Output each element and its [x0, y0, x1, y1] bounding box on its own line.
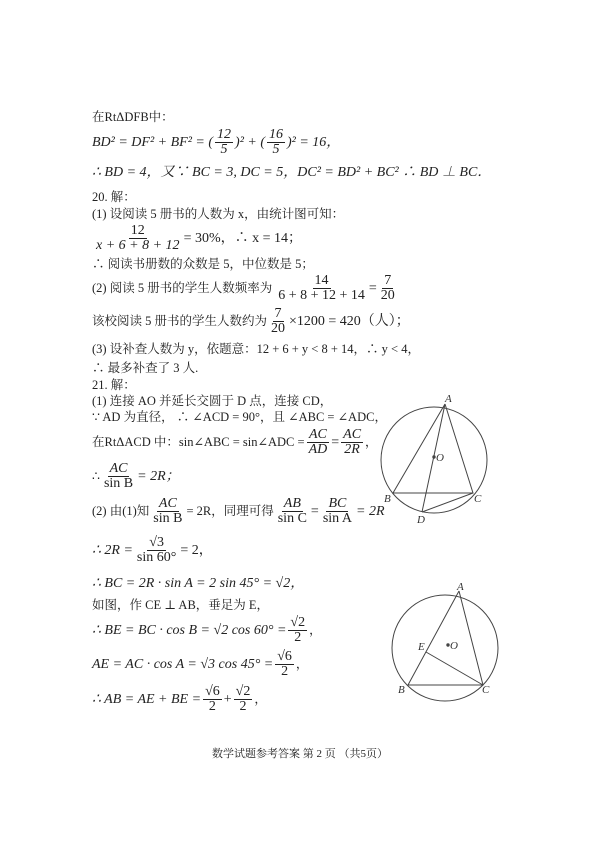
eq-text: + — [223, 692, 232, 707]
page-footer: 数学试题参考答案 第 2 页 （共5页） — [212, 748, 388, 760]
question-20-heading: 20. 解： — [92, 190, 136, 204]
numerator: 7 — [384, 273, 392, 288]
denominator: sin A — [322, 511, 353, 526]
circle-figure-1 — [372, 390, 502, 530]
circle-figure-2 — [380, 580, 510, 710]
center-point — [447, 644, 449, 646]
denominator: 20 — [380, 288, 395, 303]
eq-text: BD² = DF² + BF² = ( — [92, 135, 214, 150]
eq-text: = — [331, 435, 340, 450]
numerator: AC — [158, 496, 177, 511]
fraction — [135, 536, 178, 565]
label-o: O — [450, 640, 458, 652]
label-d: D — [417, 514, 425, 526]
equation-line — [92, 462, 180, 491]
numerator: 7 — [274, 306, 282, 321]
eq-text: 在RtΔACD 中：sin∠ABC = sin∠ADC = — [92, 435, 305, 449]
eq-text: = 30%，∴ x = 14； — [183, 231, 303, 246]
equation-line — [92, 536, 213, 565]
numerator: AC — [308, 427, 327, 442]
numerator: AB — [283, 496, 301, 511]
altitude-ce — [426, 652, 483, 685]
equation-line — [92, 428, 378, 457]
numerator: 12 — [217, 127, 232, 142]
equation-line — [92, 307, 410, 336]
numerator: √6 — [277, 649, 292, 664]
eq-text: )² + ( — [235, 135, 265, 150]
eq-text: 该校阅读 5 册书的学生人数约为 — [92, 314, 268, 328]
eq-text: (2) 阅读 5 册书的学生人数频率为 — [92, 281, 273, 295]
text-line: ∴ BC = 2R · sin A = 2 sin 45° = √2， — [92, 576, 305, 591]
text-line: ∵ AD 为直径， ∴ ∠ACD = 90°，且 ∠ABC = ∠ADC， — [92, 410, 387, 424]
fraction — [94, 224, 182, 253]
eq-text: = — [310, 504, 319, 519]
numerator: √6 — [205, 684, 220, 699]
eq-text: = 2R； — [137, 469, 180, 484]
eq-text: ×1200 = 420（人）； — [289, 314, 410, 329]
label-a: A — [445, 393, 452, 405]
fraction — [234, 685, 253, 714]
text-line: ∴ 最多补查了 3 人. — [92, 361, 199, 375]
fraction — [276, 274, 367, 303]
text-line: (3) 设补查人数为 y，依题意：12 + 6 + y < 8 + 14，∴ y < 4， — [92, 342, 420, 356]
equation-line — [92, 274, 399, 303]
eq-text: ， — [295, 657, 309, 671]
triangle-abc — [393, 404, 473, 493]
numerator: BC — [328, 496, 347, 511]
eq-text: (2) 由(1)知 — [92, 504, 150, 518]
fraction — [102, 462, 135, 491]
center-point — [433, 456, 435, 458]
denominator: 6 + 8 + 12 + 14 — [278, 288, 365, 303]
label-b: B — [384, 493, 391, 505]
fraction — [267, 128, 285, 157]
text-line: (1) 连接 AO 并延长交圆于 D 点，连接 CD， — [92, 394, 333, 408]
eq-text: ， — [365, 435, 378, 449]
eq-text: = — [368, 281, 377, 296]
equation-line — [92, 650, 308, 679]
denominator: 2 — [281, 664, 289, 679]
denominator: 5 — [272, 142, 280, 157]
eq-text: )² = 16， — [287, 135, 341, 150]
denominator: sin 60° — [136, 550, 177, 565]
denominator: sin B — [153, 511, 183, 526]
label-c: C — [482, 684, 490, 696]
equation-line — [92, 497, 385, 526]
equation-line — [92, 224, 302, 253]
fraction — [307, 428, 330, 457]
eq-text: = 2R — [356, 504, 385, 519]
equation-bd-squared — [92, 128, 340, 157]
eq-text: ∴ BE = BC · cos B = √2 cos 60° = — [92, 623, 287, 638]
numerator: 12 — [130, 223, 145, 238]
eq-text: ∴ — [92, 469, 100, 483]
eq-text: = 2R，同理可得 — [186, 504, 274, 518]
denominator: AD — [308, 442, 328, 457]
triangle-abc — [408, 591, 483, 685]
numerator: 16 — [269, 127, 283, 142]
eq-text: ∴ 2R = — [92, 543, 133, 558]
denominator: 2 — [208, 699, 216, 714]
equation-line — [92, 616, 322, 645]
eq-text: ， — [254, 692, 267, 706]
fraction — [321, 497, 354, 526]
text-line: 在RtΔDFB中： — [92, 110, 174, 124]
numerator: √2 — [290, 615, 306, 630]
fraction — [269, 307, 287, 336]
denominator: 5 — [220, 142, 228, 157]
fraction — [341, 428, 363, 457]
denominator: 20 — [271, 321, 286, 336]
fraction — [276, 497, 309, 526]
label-b: B — [398, 684, 405, 696]
denominator: sin B — [103, 476, 134, 491]
fraction — [379, 274, 397, 303]
numerator: AC — [109, 461, 128, 476]
label-o: O — [436, 452, 444, 464]
fraction — [203, 685, 222, 714]
denominator: 2 — [294, 630, 302, 645]
fraction — [151, 497, 184, 526]
question-21-heading: 21. 解： — [92, 378, 136, 392]
fraction — [288, 616, 307, 645]
denominator: 2R — [344, 442, 360, 457]
eq-text: AE = AC · cos A = √3 cos 45° = — [92, 657, 274, 672]
denominator: 2 — [239, 699, 247, 714]
numerator: √3 — [149, 535, 164, 550]
fraction — [215, 128, 233, 157]
denominator: x + 6 + 8 + 12 — [96, 238, 180, 253]
numerator: 14 — [314, 273, 329, 288]
label-c: C — [474, 493, 482, 505]
fraction — [275, 650, 294, 679]
text-line: (1) 设阅读 5 册书的人数为 x，由统计图可知： — [92, 207, 345, 221]
numerator: √2 — [235, 684, 251, 699]
eq-text: ， — [309, 623, 322, 637]
denominator: sin C — [277, 511, 307, 526]
text-line: ∴ 阅读书册数的众数是 5，中位数是 5； — [92, 257, 314, 271]
numerator: AC — [343, 427, 362, 442]
eq-text: ∴ AB = AE + BE = — [92, 692, 202, 707]
label-a: A — [457, 581, 464, 593]
text-line: ∴ BD = 4，又∵ BC = 3, DC = 5，DC² = BD² + BC² ∴ BD ⊥ BC． — [92, 165, 492, 180]
text-line: 如图，作 CE ⊥ AB，垂足为 E， — [92, 598, 270, 612]
equation-line — [92, 685, 267, 714]
label-e: E — [418, 641, 425, 653]
eq-text: = 2， — [180, 543, 213, 558]
